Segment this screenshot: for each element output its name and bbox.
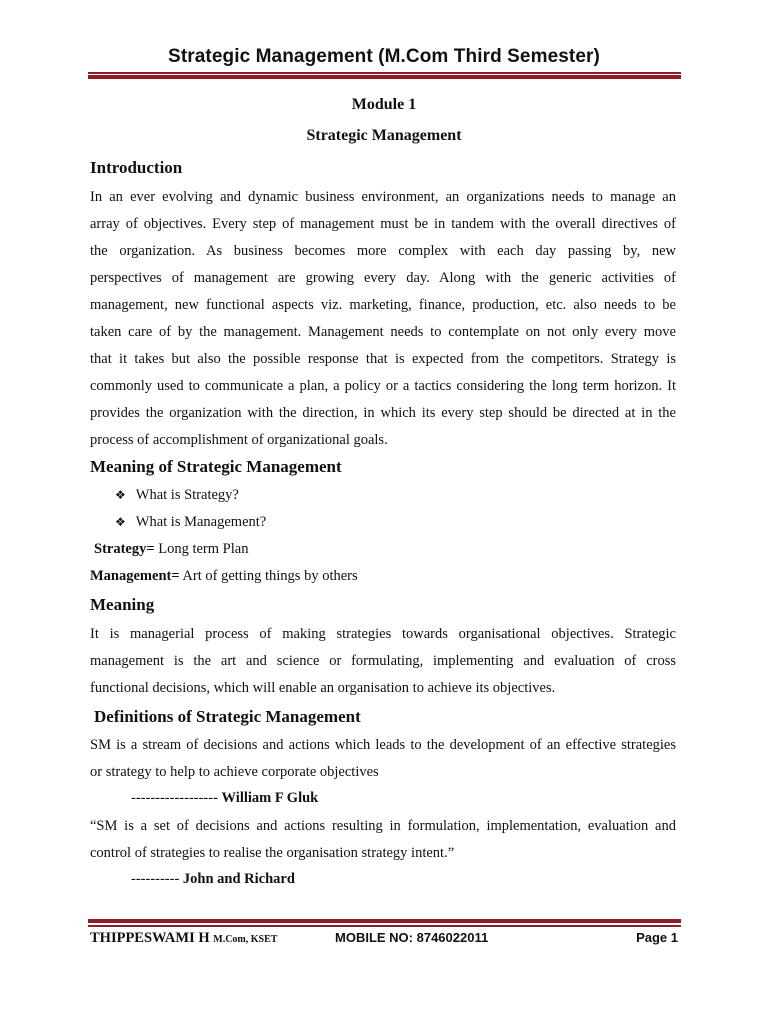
- page-number: Page 1: [636, 930, 678, 945]
- management-def: Art of getting things by others: [179, 568, 358, 584]
- meaning-heading: Meaning: [90, 595, 155, 614]
- intro-paragraph: [90, 184, 676, 454]
- text-line: taken care of by the management. Management needs to contemplate on not only every move: [90, 324, 676, 340]
- bullet-text: What is Strategy?: [135, 487, 239, 503]
- definition-1: [90, 732, 676, 786]
- intro-heading: Introduction: [90, 158, 183, 177]
- text-line: control of strategies to realise the organisation strategy intent.”: [90, 845, 455, 861]
- header-title: Strategic Management (M.Com Third Semester): [168, 46, 600, 67]
- text-line: functional decisions, which will enable an organisation to achieve its objectives.: [90, 680, 556, 696]
- definition-2: [90, 813, 676, 867]
- author-name: William F Gluk: [221, 790, 319, 806]
- text-line: or strategy to help to achieve corporate objectives: [90, 764, 379, 780]
- definition-1-attribution: [131, 790, 318, 807]
- meaning-sm-heading: Meaning of Strategic Management: [90, 457, 342, 476]
- strategy-term: Strategy=: [94, 541, 155, 557]
- strategy-def: Long term Plan: [154, 541, 249, 557]
- author-name: John and Richard: [182, 871, 295, 887]
- text-line: array of objectives. Every step of management must be in tandem with the overall directives of: [90, 216, 676, 232]
- text-line: process of accomplishment of organizational goals.: [90, 432, 388, 448]
- diamond-bullet-icon: ❖: [115, 488, 126, 502]
- dashes: ------------------: [131, 790, 222, 806]
- definition-2-attribution: [131, 871, 295, 888]
- diamond-bullet-icon: ❖: [115, 515, 126, 529]
- management-definition: [90, 568, 358, 585]
- text-line: the organization. As business becomes more complex with each day passing by, new: [90, 243, 676, 259]
- text-line: In an ever evolving and dynamic business environment, an organizations needs to manage an: [90, 189, 676, 205]
- strategy-definition: [94, 541, 248, 558]
- text-line: that it takes but also the possible response that is expected from the competitors. Strategy is: [90, 351, 676, 367]
- text-line: management is the art and science or formulating, implementing and evaluation of cross: [90, 653, 676, 669]
- management-term: Management=: [90, 568, 180, 584]
- text-line: perspectives of management are growing every day. Along with the generic activities of: [90, 270, 676, 286]
- subject-title: Strategic Management: [306, 127, 462, 144]
- bullet-item: [115, 487, 239, 504]
- author-qualification: M.Com, KSET: [213, 934, 278, 945]
- text-line: It is managerial process of making strategies towards organisational objectives. Strategic: [90, 626, 676, 642]
- module-title: Module 1: [351, 96, 417, 113]
- footer-mobile: MOBILE NO: 8746022011: [335, 930, 489, 945]
- author-name: THIPPESWAMI H: [90, 930, 210, 946]
- meaning-paragraph: [90, 621, 676, 702]
- bullet-text: What is Management?: [135, 514, 267, 530]
- text-line: commonly used to communicate a plan, a policy or a tactics considering the long term horizon. It: [90, 378, 676, 394]
- footer-author: [90, 930, 277, 947]
- text-line: “SM is a set of decisions and actions resulting in formulation, implementation, evaluation and: [90, 818, 676, 834]
- header-rule-thick: [88, 75, 681, 79]
- text-line: SM is a stream of decisions and actions which leads to the development of an effective strategies: [90, 737, 676, 753]
- header-rule-thin: [88, 72, 681, 74]
- text-line: provides the organization with the direction, in which its every step should be directed at in the: [90, 405, 676, 421]
- footer-rule-thin: [88, 925, 681, 927]
- text-line: management, new functional aspects viz. marketing, finance, production, etc. also needs to be: [90, 297, 676, 313]
- definitions-heading: Definitions of Strategic Management: [94, 707, 361, 726]
- bullet-item: [115, 514, 266, 531]
- footer-rule-thick: [88, 919, 681, 923]
- dashes: ----------: [131, 871, 183, 887]
